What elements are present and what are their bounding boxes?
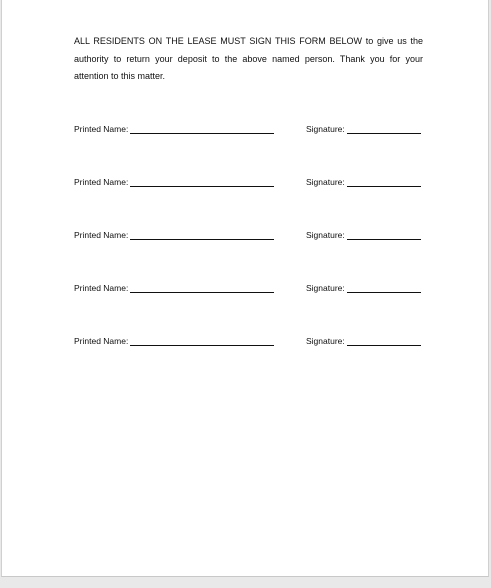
signature-field[interactable] (306, 335, 421, 346)
signature-field[interactable] (306, 229, 421, 240)
signature-label: Signature: (306, 230, 345, 240)
printed-name-line[interactable] (130, 176, 274, 187)
printed-name-field[interactable] (74, 335, 274, 346)
printed-name-label: Printed Name: (74, 336, 129, 346)
document-bottom-margin (0, 577, 491, 588)
signature-row (74, 335, 423, 349)
printed-name-field[interactable] (74, 123, 274, 134)
signature-field[interactable] (306, 176, 421, 187)
printed-name-field[interactable] (74, 229, 274, 240)
signature-line[interactable] (347, 335, 421, 346)
printed-name-line[interactable] (130, 282, 274, 293)
signature-line[interactable] (347, 176, 421, 187)
signature-row (74, 282, 423, 296)
printed-name-line[interactable] (130, 229, 274, 240)
signature-row (74, 176, 423, 190)
signature-label: Signature: (306, 283, 345, 293)
printed-name-label: Printed Name: (74, 230, 129, 240)
printed-name-label: Printed Name: (74, 124, 129, 134)
document-page (1, 0, 489, 577)
intro-paragraph: ALL RESIDENTS ON THE LEASE MUST SIGN THIS FORM BELOW to give us the authority to return your deposit to the above named person. Thank you for your attention to this matter. (74, 36, 423, 81)
signature-label: Signature: (306, 177, 345, 187)
signature-row (74, 229, 423, 243)
printed-name-line[interactable] (130, 335, 274, 346)
printed-name-line[interactable] (130, 123, 274, 134)
signature-label: Signature: (306, 336, 345, 346)
printed-name-field[interactable] (74, 176, 274, 187)
printed-name-label: Printed Name: (74, 177, 129, 187)
signature-line[interactable] (347, 282, 421, 293)
signature-line[interactable] (347, 123, 421, 134)
signature-field[interactable] (306, 282, 421, 293)
signature-row (74, 123, 423, 137)
printed-name-field[interactable] (74, 282, 274, 293)
printed-name-label: Printed Name: (74, 283, 129, 293)
signature-field[interactable] (306, 123, 421, 134)
signature-label: Signature: (306, 124, 345, 134)
signature-line[interactable] (347, 229, 421, 240)
